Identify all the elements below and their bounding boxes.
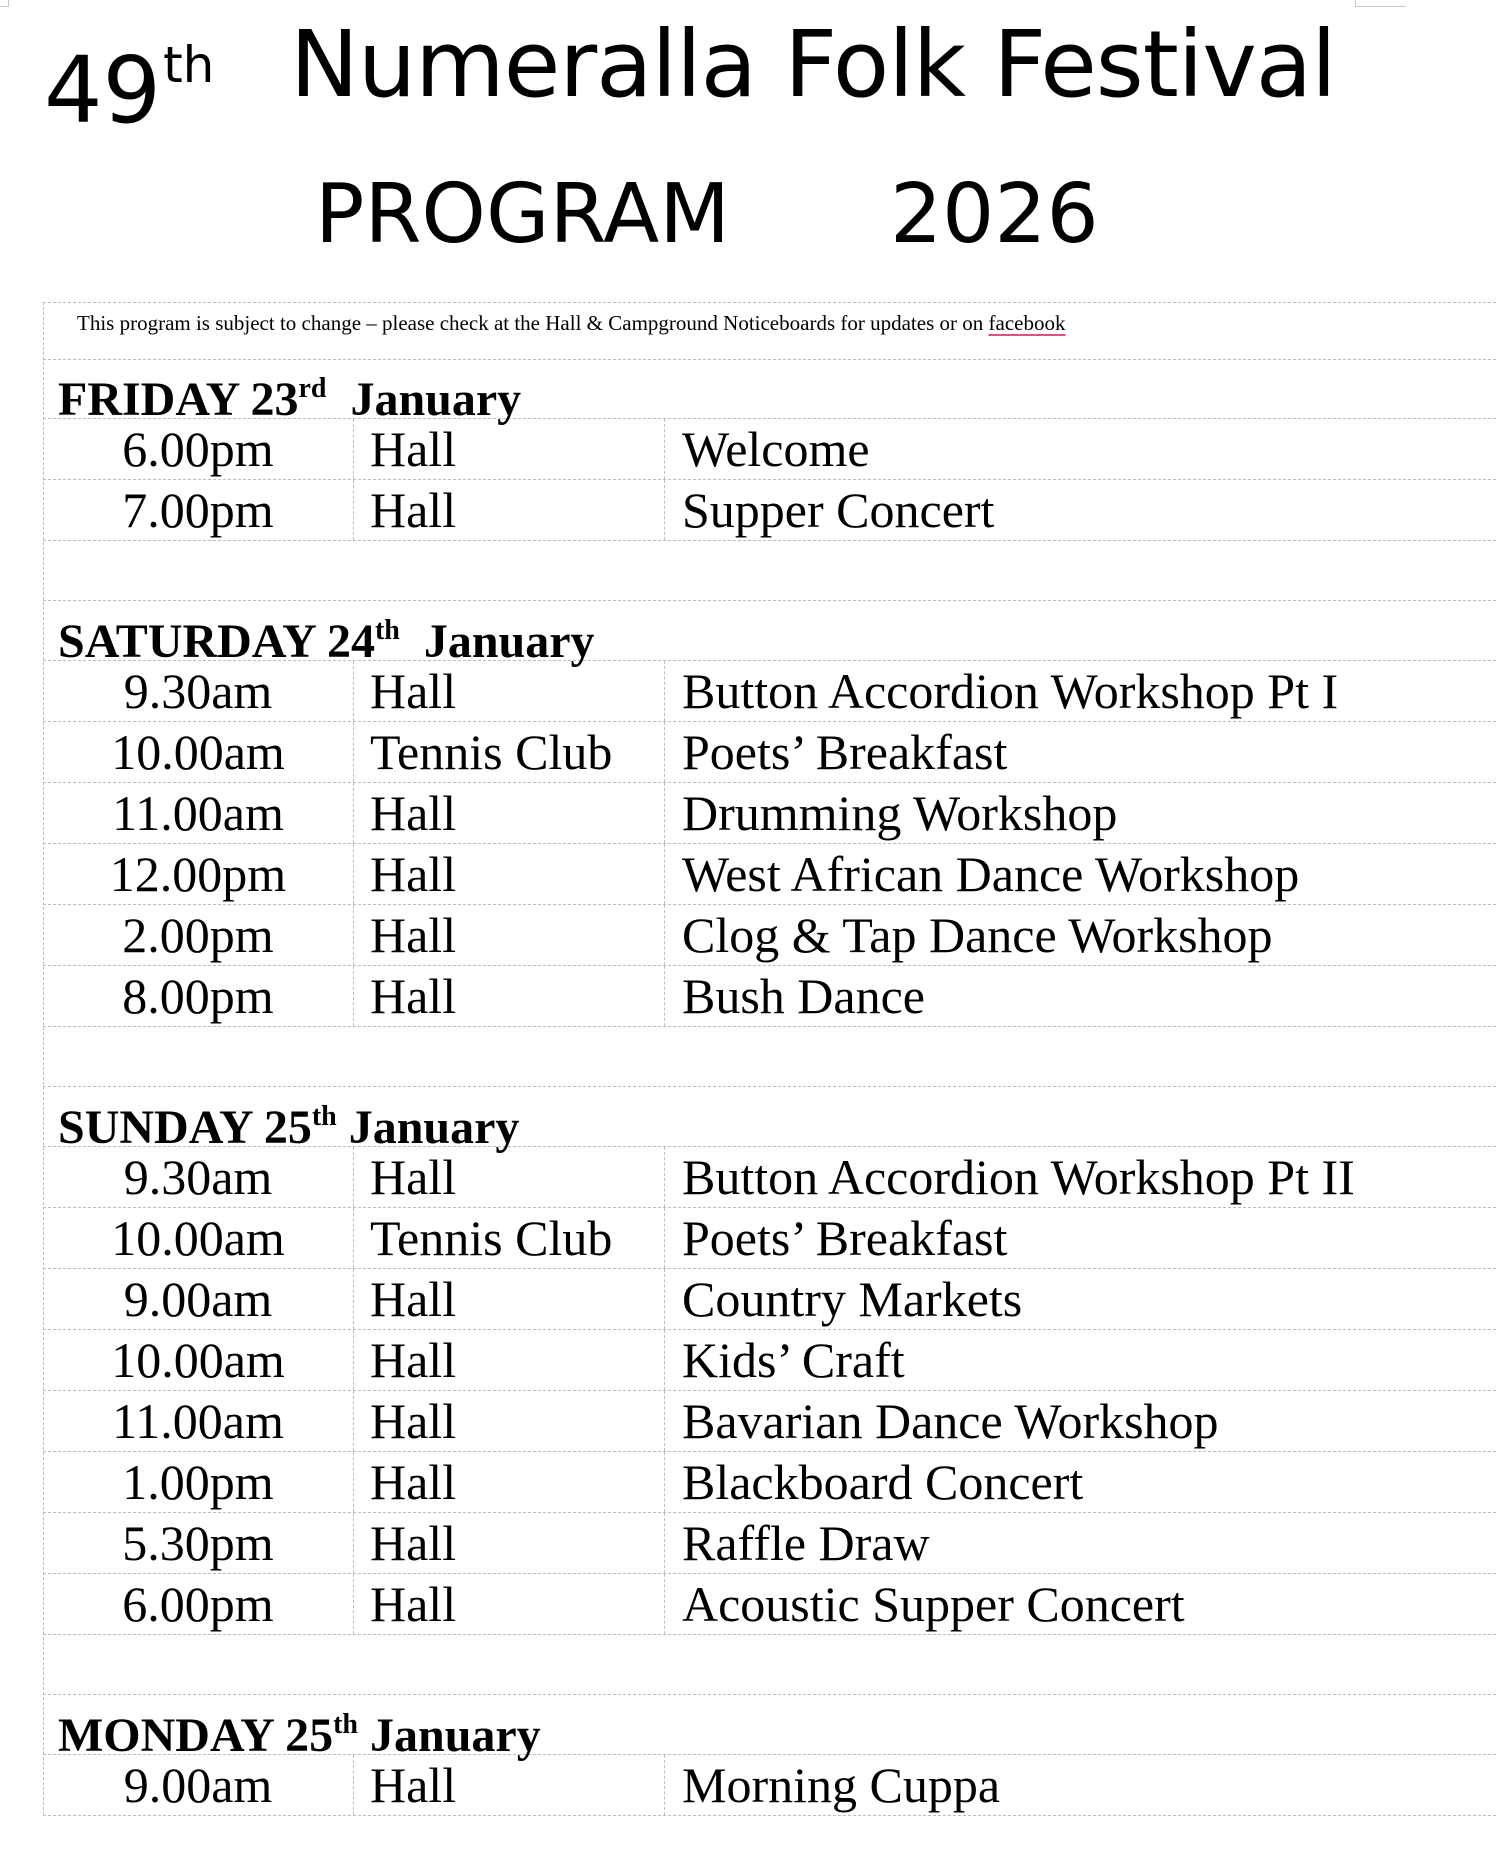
table-row [43,966,1496,1027]
day-section-monday [43,1695,1496,1816]
event-venue: Hall [354,1452,665,1512]
event-venue: Hall [354,783,665,843]
edition-suffix: th [163,36,215,94]
day-section-friday [43,359,1496,601]
table-row [43,661,1496,722]
table-row [43,1574,1496,1635]
event-time: 8.00pm [43,966,354,1026]
event-title: Acoustic Supper Concert [682,1576,1185,1632]
table-row [43,1147,1496,1208]
event-time: 11.00am [43,783,354,843]
festival-name: Numeralla Folk Festival [290,11,1336,118]
event-title: Button Accordion Workshop Pt I [682,663,1339,719]
event-title: Raffle Draw [682,1515,930,1571]
event-title: Kids’ Craft [682,1332,905,1388]
day-heading: FRIDAY 23rd January [43,359,1496,419]
event-venue: Hall [354,966,665,1026]
event-time: 9.00am [43,1269,354,1329]
notice-row [43,302,1496,360]
event-title: Supper Concert [682,482,995,538]
table-row [43,1208,1496,1269]
event-venue: Hall [354,419,665,479]
event-time: 2.00pm [43,905,354,965]
event-title: Poets’ Breakfast [682,1210,1008,1266]
event-venue: Hall [354,1147,665,1207]
table-row [43,722,1496,783]
event-venue: Hall [354,905,665,965]
event-venue: Hall [354,661,665,721]
event-time: 11.00am [43,1391,354,1451]
day-section-saturday [43,601,1496,1087]
day-heading: MONDAY 25th January [43,1695,1496,1755]
event-time: 5.30pm [43,1513,354,1573]
event-time: 1.00pm [43,1452,354,1512]
event-venue: Hall [354,1269,665,1329]
event-venue: Hall [354,1513,665,1573]
event-time: 10.00am [43,722,354,782]
event-time: 10.00am [43,1208,354,1268]
event-time: 10.00am [43,1330,354,1390]
event-venue: Hall [354,1574,665,1634]
event-venue: Hall [354,1330,665,1390]
table-row [43,1513,1496,1574]
event-time: 6.00pm [43,1574,354,1634]
table-row [43,480,1496,541]
table-row [43,783,1496,844]
day-heading: SUNDAY 25th January [43,1087,1496,1147]
facebook-link[interactable]: facebook [988,311,1066,335]
event-venue: Hall [354,480,665,540]
day-heading: SATURDAY 24th January [43,601,1496,661]
festival-title [0,5,1496,144]
event-title: Button Accordion Workshop Pt II [682,1149,1355,1205]
program-label: PROGRAM [315,167,731,262]
event-title: Bush Dance [682,968,925,1024]
table-row [43,905,1496,966]
event-venue: Tennis Club [354,722,665,782]
day-section-sunday [43,1087,1496,1695]
table-row [43,844,1496,905]
edition-number: 49th [44,36,215,144]
event-title: Poets’ Breakfast [682,724,1008,780]
event-venue: Hall [354,1755,665,1815]
section-spacer [43,1027,1496,1087]
event-venue: Hall [354,844,665,904]
table-row [43,1269,1496,1330]
table-row [43,1330,1496,1391]
event-title: Bavarian Dance Workshop [682,1393,1219,1449]
table-row [43,1755,1496,1816]
section-spacer [43,541,1496,601]
event-title: Blackboard Concert [682,1454,1084,1510]
event-title: Welcome [682,421,870,477]
event-time: 9.30am [43,1147,354,1207]
event-title: Drumming Workshop [682,785,1118,841]
section-spacer [43,1635,1496,1695]
event-time: 6.00pm [43,419,354,479]
table-row [43,1452,1496,1513]
program-year: 2026 [890,167,1099,262]
event-time: 7.00pm [43,480,354,540]
event-venue: Hall [354,1391,665,1451]
event-time: 9.00am [43,1755,354,1815]
table-row [43,419,1496,480]
table-row [43,1391,1496,1452]
event-title: Clog & Tap Dance Workshop [682,907,1273,963]
event-venue: Tennis Club [354,1208,665,1268]
event-time: 12.00pm [43,844,354,904]
event-time: 9.30am [43,661,354,721]
event-title: Morning Cuppa [682,1757,1001,1813]
notice-text: This program is subject to change – please check at the Hall & Campground Noticeboards for updates or on facebook [77,311,1066,335]
event-title: West African Dance Workshop [682,846,1300,902]
event-title: Country Markets [682,1271,1023,1327]
